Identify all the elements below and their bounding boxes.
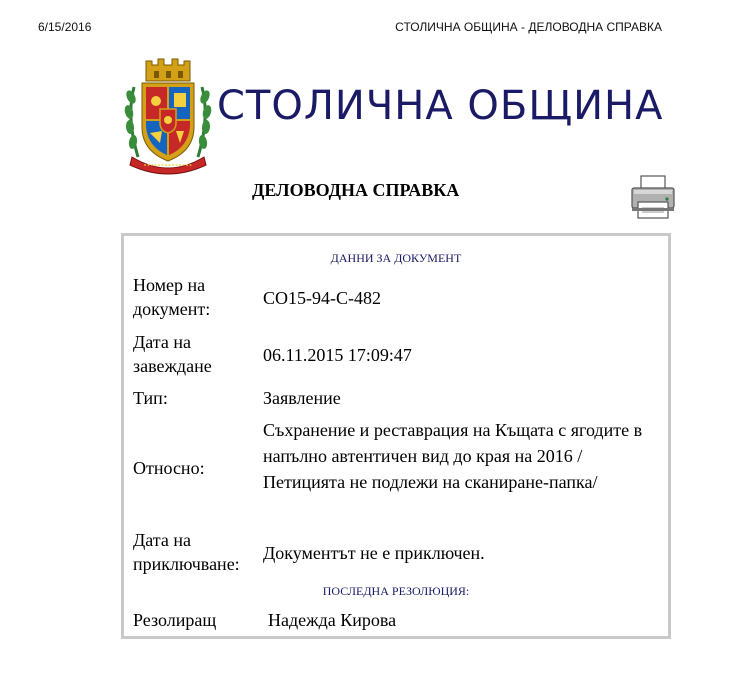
document-type-label: Тип: <box>133 388 168 408</box>
org-title: СТОЛИЧНА ОБЩИНА <box>217 83 664 129</box>
printer-icon[interactable] <box>630 174 676 220</box>
closing-date-value: Документът не е приключен. <box>263 543 485 563</box>
subject-label: Относно: <box>133 458 205 478</box>
document-heading: ДЕЛОВОДНА СПРАВКА <box>252 180 460 200</box>
sofia-coat-of-arms-icon <box>124 57 212 177</box>
resolver-label: Резолиращ <box>133 610 217 630</box>
print-title: СТОЛИЧНА ОБЩИНА - ДЕЛОВОДНА СПРАВКА <box>395 20 662 34</box>
registration-date-label: Дата на завеждане <box>133 332 212 376</box>
registration-date-value: 06.11.2015 17:09:47 <box>263 345 412 365</box>
document-type-value: Заявление <box>263 388 341 408</box>
document-details-box <box>121 233 671 639</box>
last-resolution-section-title: ПОСЛЕДНА РЕЗОЛЮЦИЯ: <box>322 584 470 598</box>
document-data-section-title: ДАННИ ЗА ДОКУМЕНТ <box>330 251 462 265</box>
resolver-value: Надежда Кирова <box>268 610 397 630</box>
subject-value: Съхранение и реставрация на Къщата с ягодите в напълно автентичен вид до края на 2016 /Петицията не подлежи на сканиране-папка/ <box>263 420 643 492</box>
print-date: 6/15/2016 <box>38 20 92 34</box>
document-number-label: Номер на документ: <box>133 275 211 319</box>
document-number-value: СО15-94-С-482 <box>263 288 381 308</box>
print-header <box>0 20 744 38</box>
closing-date-label: Дата на приключване: <box>133 530 240 574</box>
